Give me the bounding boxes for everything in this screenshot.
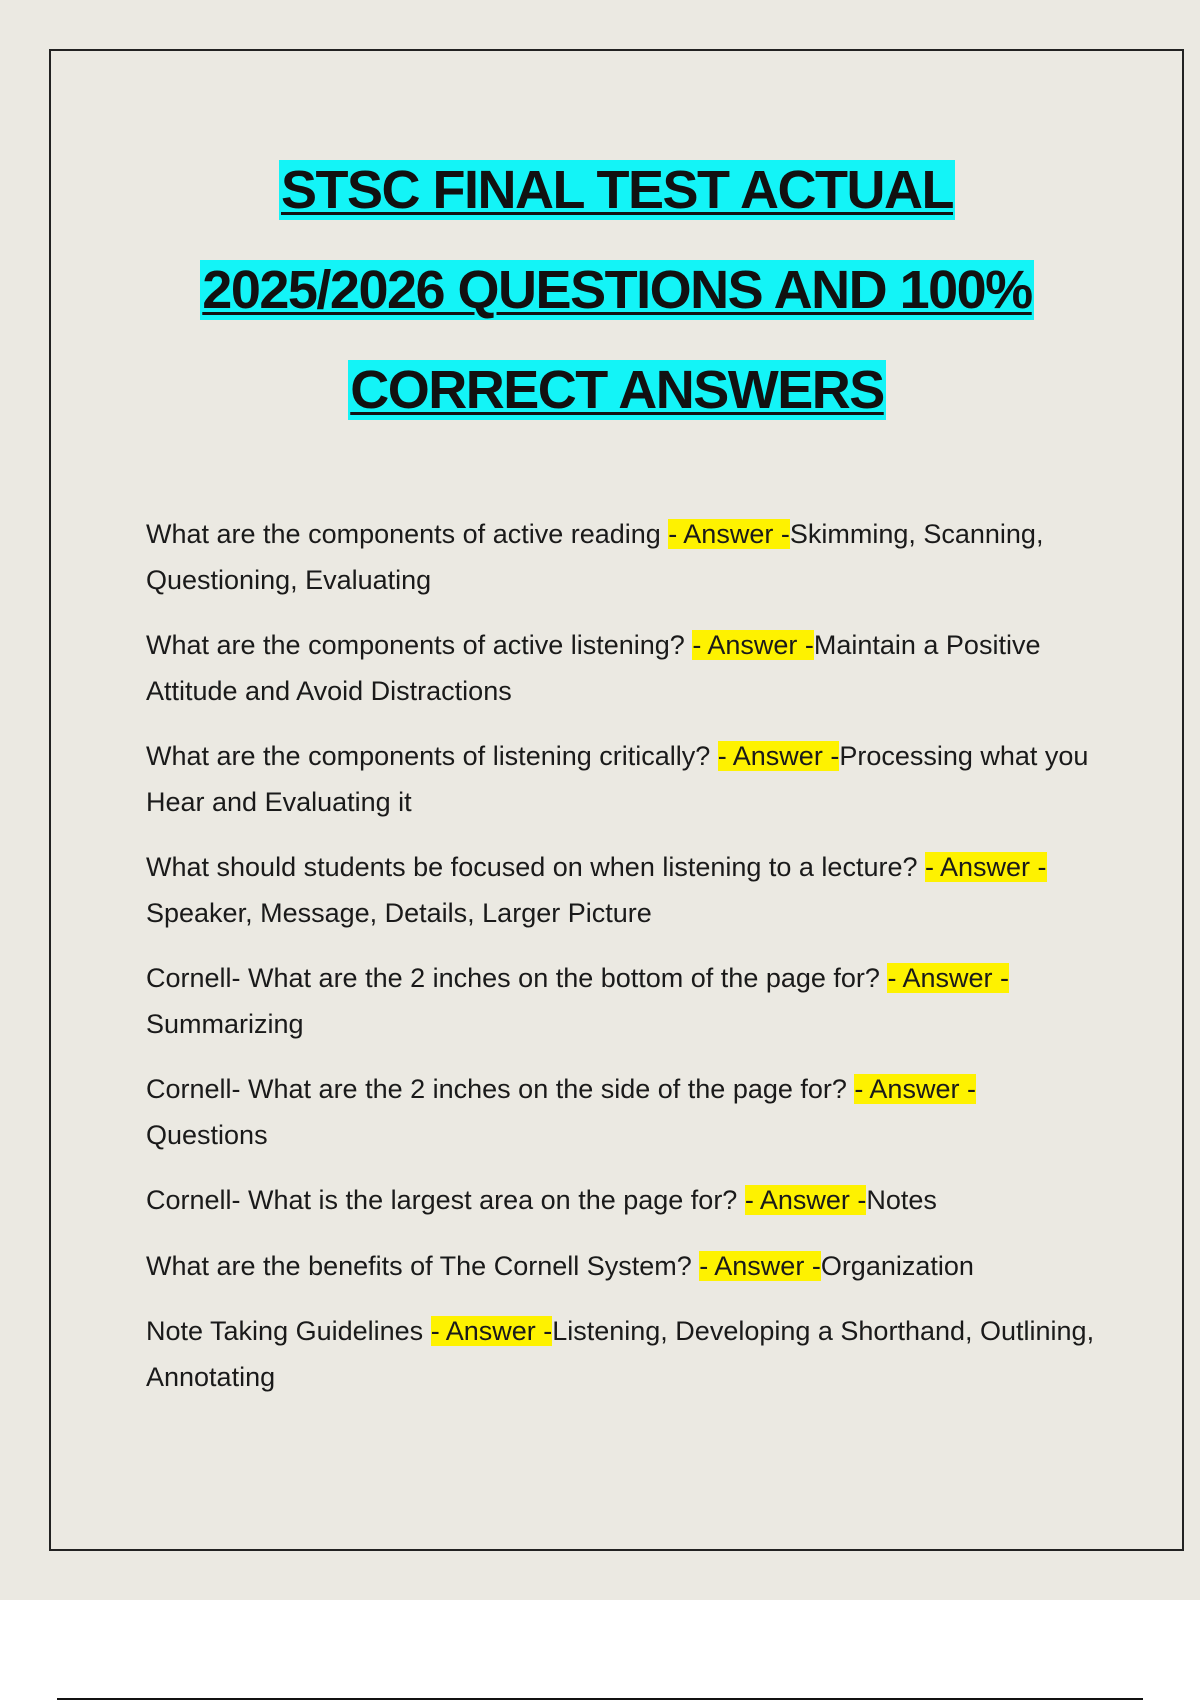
answer-text: Maintain a Positive Attitude and Avoid Distractions <box>146 630 1041 706</box>
answer-marker: - Answer - <box>692 630 814 660</box>
qa-list <box>146 512 1096 1420</box>
qa-item-5 <box>146 956 1096 1047</box>
question-text: What are the components of listening critically? <box>146 741 718 771</box>
question-text: Cornell- What is the largest area on the page for? <box>146 1185 745 1215</box>
document-title <box>52 140 1182 440</box>
answer-marker: - Answer - <box>744 1185 867 1215</box>
answer-marker: - Answer - <box>854 1074 976 1104</box>
qa-item-7 <box>146 1178 1096 1224</box>
title-line-3 <box>52 340 1182 440</box>
title-line-1-text: STSC FINAL TEST ACTUAL <box>281 160 953 220</box>
title-line-2-text: 2025/2026 QUESTIONS AND 100% <box>202 260 1032 320</box>
qa-item-1 <box>146 512 1096 603</box>
qa-item-3 <box>146 734 1096 825</box>
question-text: What should students be focused on when listening to a lecture? <box>146 852 925 882</box>
title-line-3-text: CORRECT ANSWERS <box>350 360 884 420</box>
answer-text: Speaker, Message, Details, Larger Picture <box>146 897 652 928</box>
answer-text: Questions <box>146 1119 268 1150</box>
question-text: What are the components of active listening? <box>146 630 693 660</box>
qa-item-9 <box>146 1309 1096 1400</box>
question-text: Cornell- What are the 2 inches on the bottom of the page for? <box>146 963 888 993</box>
answer-marker: - Answer - <box>699 1250 821 1281</box>
answer-text: Summarizing <box>146 1008 304 1039</box>
qa-item-2 <box>146 623 1096 714</box>
qa-item-8 <box>146 1244 1096 1290</box>
question-text: Cornell- What are the 2 inches on the side of the page for? <box>146 1074 855 1104</box>
answer-text: Organization <box>820 1250 974 1281</box>
question-text: Note Taking Guidelines <box>146 1316 431 1346</box>
answer-text: Notes <box>866 1185 937 1215</box>
answer-text: Processing what you Hear and Evaluating it <box>146 741 1089 817</box>
answer-marker: - Answer - <box>668 519 790 549</box>
answer-text: Skimming, Scanning, Questioning, Evaluating <box>146 519 1044 595</box>
answer-marker: - Answer - <box>717 741 840 771</box>
question-text: What are the benefits of The Cornell System? <box>146 1250 700 1281</box>
qa-item-4 <box>146 845 1096 936</box>
title-line-1 <box>52 140 1182 240</box>
title-line-2 <box>52 240 1182 340</box>
qa-item-6 <box>146 1067 1096 1158</box>
answer-marker: - Answer - <box>887 963 1009 993</box>
answer-marker: - Answer - <box>925 852 1047 882</box>
answer-marker: - Answer - <box>430 1316 553 1346</box>
question-text: What are the components of active reading <box>146 519 669 549</box>
answer-text: Listening, Developing a Shorthand, Outlining, Annotating <box>146 1316 1095 1392</box>
